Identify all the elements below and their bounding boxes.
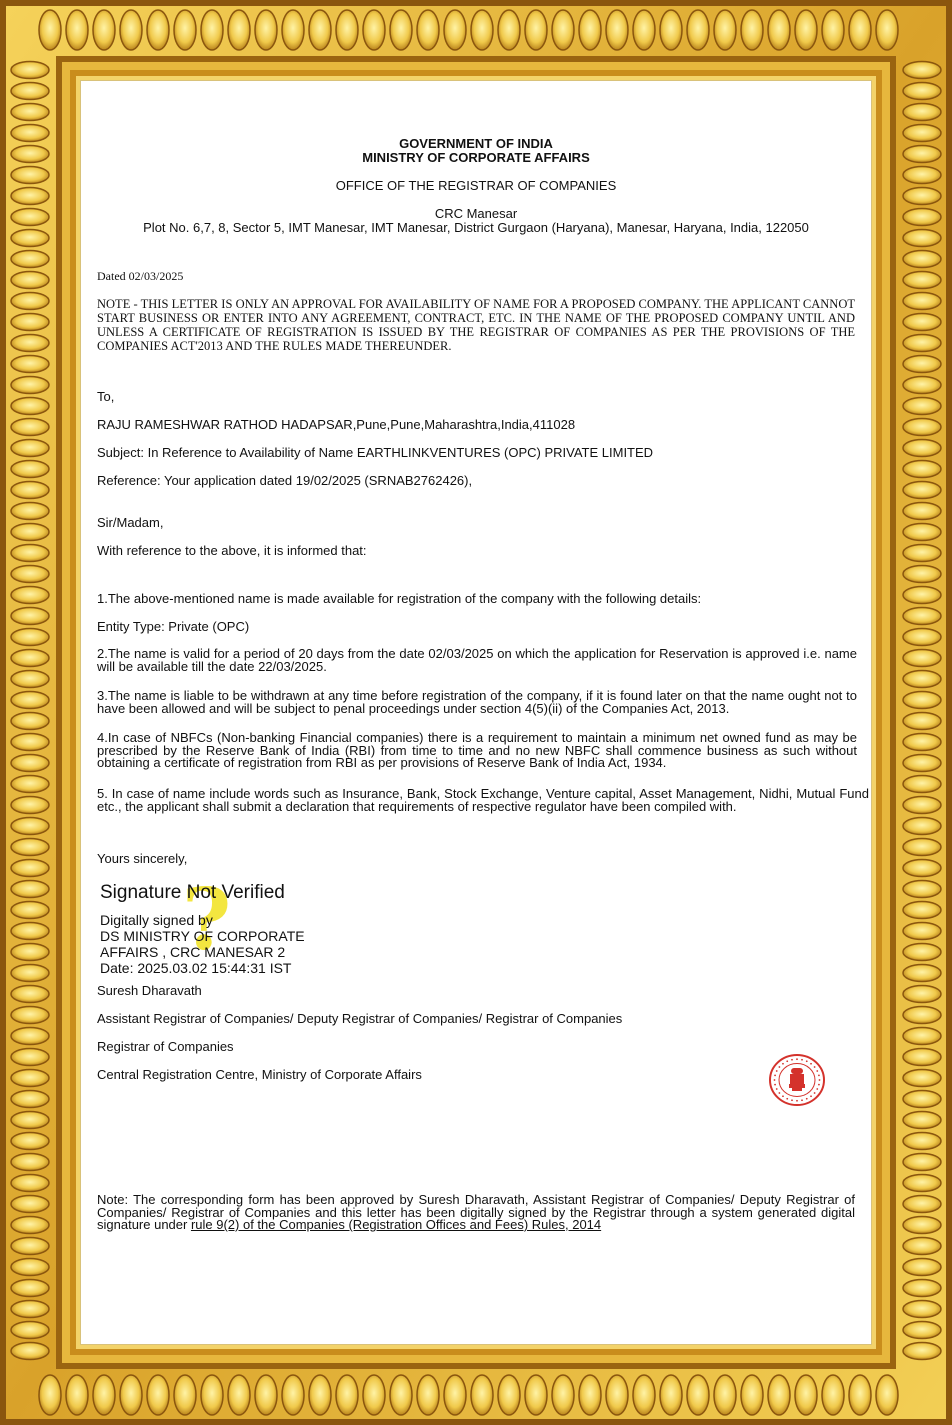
border-ornament bbox=[714, 10, 736, 50]
border-ornament bbox=[336, 1375, 358, 1415]
border-ornament bbox=[11, 944, 49, 961]
border-ornament bbox=[11, 1007, 49, 1024]
border-ornament bbox=[11, 797, 49, 814]
to-label: To, bbox=[97, 389, 115, 404]
border-ornament bbox=[903, 251, 941, 268]
border-ornament bbox=[903, 545, 941, 562]
border-ornament bbox=[11, 902, 49, 919]
border-ornament bbox=[903, 566, 941, 583]
border-ornament bbox=[11, 1154, 49, 1171]
border-ornament bbox=[903, 1007, 941, 1024]
border-ornament bbox=[687, 1375, 709, 1415]
border-ornament bbox=[363, 1375, 385, 1415]
rules-link[interactable]: rule 9(2) of the Companies (Registration Offices and Fees) Rules, 2014 bbox=[190, 1217, 602, 1232]
border-ornament bbox=[903, 440, 941, 457]
border-ornament bbox=[903, 860, 941, 877]
border-ornament bbox=[309, 1375, 331, 1415]
border-ornament bbox=[11, 461, 49, 478]
border-ornament bbox=[11, 440, 49, 457]
border-ornament bbox=[11, 1070, 49, 1087]
border-ornament bbox=[282, 1375, 304, 1415]
border-ornament bbox=[11, 1049, 49, 1066]
closing: Yours sincerely, bbox=[97, 851, 188, 866]
border-ornament bbox=[903, 398, 941, 415]
border-ornament bbox=[849, 1375, 871, 1415]
border-ornament bbox=[11, 419, 49, 436]
border-ornament bbox=[11, 755, 49, 772]
border-ornament bbox=[11, 692, 49, 709]
border-ornament bbox=[903, 776, 941, 793]
border-ornament bbox=[11, 860, 49, 877]
border-ornament bbox=[66, 10, 88, 50]
border-ornament bbox=[903, 965, 941, 982]
border-ornament bbox=[309, 10, 331, 50]
border-ornament bbox=[687, 10, 709, 50]
border-ornament bbox=[903, 83, 941, 100]
border-ornament bbox=[11, 188, 49, 205]
border-ornament bbox=[390, 10, 412, 50]
border-ornament bbox=[903, 629, 941, 646]
border-ornament bbox=[147, 10, 169, 50]
border-ornament bbox=[903, 818, 941, 835]
border-ornament bbox=[39, 1375, 61, 1415]
border-ornament bbox=[903, 1028, 941, 1045]
border-ornament bbox=[768, 10, 790, 50]
border-ornament bbox=[903, 482, 941, 499]
header-government: GOVERNMENT OF INDIA bbox=[399, 136, 553, 151]
border-ornament bbox=[525, 10, 547, 50]
border-ornament bbox=[363, 10, 385, 50]
border-ornament bbox=[11, 776, 49, 793]
border-ornament bbox=[11, 986, 49, 1003]
border-ornament bbox=[903, 881, 941, 898]
border-ornament bbox=[903, 1343, 941, 1360]
signature-line-1: Digitally signed by bbox=[100, 912, 213, 928]
signatory-designation: Assistant Registrar of Companies/ Deputy Registrar of Companies/ Registrar of Companies bbox=[97, 1011, 623, 1026]
border-ornament bbox=[876, 1375, 898, 1415]
border-ornament bbox=[11, 734, 49, 751]
border-ornament bbox=[903, 104, 941, 121]
border-ornament bbox=[903, 587, 941, 604]
header-ministry: MINISTRY OF CORPORATE AFFAIRS bbox=[362, 150, 590, 165]
border-ornament bbox=[11, 1133, 49, 1150]
border-ornament bbox=[471, 10, 493, 50]
point-3: 3.The name is liable to be withdrawn at any time before registration of the company, if it is found later on that the name ought not to have been allowed and will be subject to penal proceedings under section 4(5)(ii) of the Companies Act, 2013. bbox=[97, 688, 857, 716]
border-ornament bbox=[201, 10, 223, 50]
border-ornament bbox=[11, 1028, 49, 1045]
border-ornament bbox=[903, 1259, 941, 1276]
border-ornament bbox=[903, 62, 941, 79]
border-ornament bbox=[11, 839, 49, 856]
border-ornament bbox=[11, 1259, 49, 1276]
border-ornament bbox=[903, 125, 941, 142]
border-ornament bbox=[11, 608, 49, 625]
signatory-office: Central Registration Centre, Ministry of Corporate Affairs bbox=[97, 1067, 422, 1082]
border-ornament bbox=[903, 986, 941, 1003]
point-2: 2.The name is valid for a period of 20 days from the date 02/03/2025 on which the application for Reservation is approved i.e. name will be available till the date 22/03/2025. bbox=[97, 646, 857, 674]
border-ornament bbox=[903, 209, 941, 226]
border-ornament bbox=[903, 923, 941, 940]
border-ornament bbox=[11, 818, 49, 835]
border-ornament bbox=[11, 965, 49, 982]
subject-line: Subject: In Reference to Availability of Name EARTHLINKVENTURES (OPC) PRIVATE LIMITED bbox=[97, 445, 654, 460]
border-ornament bbox=[903, 377, 941, 394]
border-ornament bbox=[579, 10, 601, 50]
border-ornament bbox=[903, 755, 941, 772]
border-ornament bbox=[228, 10, 250, 50]
border-ornament bbox=[903, 608, 941, 625]
border-ornament bbox=[498, 1375, 520, 1415]
border-ornament bbox=[11, 1322, 49, 1339]
border-ornament bbox=[903, 1112, 941, 1129]
border-ornament bbox=[444, 1375, 466, 1415]
border-ornament bbox=[11, 104, 49, 121]
border-ornament bbox=[903, 188, 941, 205]
border-ornament bbox=[93, 1375, 115, 1415]
border-ornament bbox=[11, 1343, 49, 1360]
border-ornament bbox=[228, 1375, 250, 1415]
border-ornament bbox=[903, 1196, 941, 1213]
border-ornament bbox=[11, 713, 49, 730]
point-4: 4.In case of NBFCs (Non-banking Financial companies) there is a requirement to maintain a minimum net owned fund as may be prescribed by the Reserve Bank of India (RBI) from time to time and no new NBFC shall commence business as such without obtaining a certificate of registration from RBI as per provisions of Reserve Bank of India Act, 1934. bbox=[97, 730, 857, 770]
signatory-name: Suresh Dharavath bbox=[97, 983, 202, 998]
border-ornament bbox=[120, 10, 142, 50]
border-ornament bbox=[390, 1375, 412, 1415]
border-ornament bbox=[714, 1375, 736, 1415]
border-ornament bbox=[11, 398, 49, 415]
border-ornament bbox=[11, 335, 49, 352]
border-ornament bbox=[11, 1112, 49, 1129]
signature-unknown-icon: ? bbox=[182, 870, 232, 969]
border-ornament bbox=[11, 209, 49, 226]
border-ornament bbox=[498, 10, 520, 50]
footer-note-text: Note: The corresponding form has been approved by Suresh Dharavath, Assistant Registrar of Companies/ Deputy Registrar of Companies/ Registrar of Companies and this letter has been digitally signed by the Registrar through a system generated digital signature under bbox=[97, 1192, 855, 1232]
border-ornament bbox=[93, 10, 115, 50]
point-1: 1.The above-mentioned name is made available for registration of the company with the following details: bbox=[97, 591, 702, 606]
signature-status[interactable]: Signature Not Verified bbox=[100, 882, 285, 903]
border-ornament bbox=[525, 1375, 547, 1415]
border-ornament bbox=[903, 419, 941, 436]
border-ornament bbox=[11, 1238, 49, 1255]
border-ornament bbox=[903, 1070, 941, 1087]
border-ornament bbox=[903, 1175, 941, 1192]
border-ornament bbox=[120, 1375, 142, 1415]
border-ornament bbox=[11, 314, 49, 331]
border-ornament bbox=[66, 1375, 88, 1415]
border-ornament bbox=[11, 356, 49, 373]
border-ornament bbox=[903, 1238, 941, 1255]
border-ornament bbox=[903, 839, 941, 856]
border-ornament bbox=[255, 10, 277, 50]
border-ornament bbox=[660, 10, 682, 50]
border-ornament bbox=[11, 146, 49, 163]
border-ornament bbox=[255, 1375, 277, 1415]
border-ornament bbox=[11, 230, 49, 247]
border-ornament bbox=[903, 1322, 941, 1339]
addressee: RAJU RAMESHWAR RATHOD HADAPSAR,Pune,Pune,Maharashtra,India,411028 bbox=[97, 417, 576, 432]
border-ornament bbox=[795, 10, 817, 50]
border-ornament bbox=[11, 482, 49, 499]
border-ornament bbox=[768, 1375, 790, 1415]
border-ornament bbox=[174, 1375, 196, 1415]
border-ornament bbox=[903, 230, 941, 247]
border-ornament bbox=[903, 356, 941, 373]
border-ornament bbox=[11, 1301, 49, 1318]
footer-note bbox=[97, 1194, 855, 1232]
border-ornament bbox=[903, 314, 941, 331]
border-ornament bbox=[903, 1280, 941, 1297]
signature-line-2: DS MINISTRY OF CORPORATE bbox=[100, 928, 305, 944]
salutation: Sir/Madam, bbox=[97, 515, 164, 530]
border-ornament bbox=[903, 272, 941, 289]
border-ornament bbox=[822, 10, 844, 50]
point-5: 5. In case of name include words such as Insurance, Bank, Stock Exchange, Venture capital, Asset Management, Nidhi, Mutual Fund etc., the applicant shall submit a declaration that requirements of respective regulator have been compiled with. bbox=[97, 786, 869, 814]
border-ornament bbox=[903, 1091, 941, 1108]
border-ornament bbox=[903, 335, 941, 352]
border-ornament bbox=[903, 524, 941, 541]
border-ornament bbox=[11, 587, 49, 604]
border-ornament bbox=[903, 671, 941, 688]
border-ornament bbox=[11, 881, 49, 898]
border-ornament bbox=[336, 10, 358, 50]
border-ornament bbox=[633, 10, 655, 50]
border-ornament bbox=[903, 1301, 941, 1318]
border-ornament bbox=[552, 10, 574, 50]
border-ornament bbox=[903, 503, 941, 520]
border-ornament bbox=[147, 1375, 169, 1415]
border-ornament bbox=[903, 797, 941, 814]
border-ornament bbox=[903, 1133, 941, 1150]
border-ornament bbox=[11, 83, 49, 100]
border-ornament bbox=[903, 713, 941, 730]
border-ornament bbox=[876, 10, 898, 50]
border-ornament bbox=[417, 1375, 439, 1415]
reference-line: Reference: Your application dated 19/02/2025 (SRNAB2762426), bbox=[97, 473, 473, 488]
border-ornament bbox=[903, 902, 941, 919]
border-ornament bbox=[903, 692, 941, 709]
intro-line: With reference to the above, it is informed that: bbox=[97, 543, 367, 558]
border-ornament bbox=[741, 10, 763, 50]
header-crc: CRC Manesar bbox=[434, 206, 518, 221]
border-ornament bbox=[11, 1091, 49, 1108]
border-ornament bbox=[11, 1217, 49, 1234]
border-ornament bbox=[822, 1375, 844, 1415]
border-ornament bbox=[417, 10, 439, 50]
border-ornament bbox=[11, 566, 49, 583]
header-office: OFFICE OF THE REGISTRAR OF COMPANIES bbox=[335, 178, 617, 193]
border-ornament bbox=[39, 10, 61, 50]
signatory-title: Registrar of Companies bbox=[97, 1039, 234, 1054]
border-ornament bbox=[11, 125, 49, 142]
border-ornament bbox=[849, 10, 871, 50]
border-ornament bbox=[11, 629, 49, 646]
border-ornament bbox=[11, 671, 49, 688]
approval-note: NOTE - THIS LETTER IS ONLY AN APPROVAL FOR AVAILABILITY OF NAME FOR A PROPOSED COMPANY. THE APPLICANT CANNOT START BUSINESS OR ENTER INTO ANY AGREEMENT, CONTRACT, ETC. IN THE NAME OF THE PROPOSED COMPANY UNTIL AND UNLESS A CERTIFICATE OF REGISTRATION IS ISSUED BY THE REGISTRAR OF COMPANIES AS PER THE PROVISIONS OF THE COMPANIES ACT'2013 AND THE RULES MADE THEREUNDER. bbox=[97, 297, 855, 353]
border-ornament bbox=[11, 1280, 49, 1297]
border-ornament bbox=[903, 650, 941, 667]
emblem-seal-icon bbox=[768, 1053, 826, 1107]
border-ornament bbox=[11, 167, 49, 184]
border-ornament bbox=[11, 923, 49, 940]
border-ornament bbox=[11, 377, 49, 394]
border-ornament bbox=[11, 62, 49, 79]
border-ornament bbox=[552, 1375, 574, 1415]
border-ornament bbox=[471, 1375, 493, 1415]
border-ornament bbox=[903, 944, 941, 961]
border-ornament bbox=[903, 146, 941, 163]
border-ornament bbox=[11, 272, 49, 289]
entity-type: Entity Type: Private (OPC) bbox=[97, 619, 250, 634]
border-ornament bbox=[903, 734, 941, 751]
border-ornament bbox=[11, 503, 49, 520]
border-ornament bbox=[201, 1375, 223, 1415]
border-ornament bbox=[903, 1217, 941, 1234]
header-address: Plot No. 6,7, 8, Sector 5, IMT Manesar, IMT Manesar, District Gurgaon (Haryana), Manesar, Haryana, India, 122050 bbox=[143, 220, 809, 235]
border-ornament bbox=[903, 167, 941, 184]
border-ornament bbox=[903, 1049, 941, 1066]
border-ornament bbox=[11, 650, 49, 667]
border-ornament bbox=[11, 1175, 49, 1192]
border-ornament bbox=[11, 251, 49, 268]
border-ornament bbox=[11, 524, 49, 541]
border-ornament bbox=[903, 461, 941, 478]
signature-line-3: AFFAIRS , CRC MANESAR 2 bbox=[100, 944, 286, 960]
border-ornament bbox=[633, 1375, 655, 1415]
letter-date: Dated 02/03/2025 bbox=[97, 269, 184, 283]
border-ornament bbox=[606, 10, 628, 50]
border-ornament bbox=[741, 1375, 763, 1415]
border-ornament bbox=[282, 10, 304, 50]
border-ornament bbox=[606, 1375, 628, 1415]
border-ornament bbox=[579, 1375, 601, 1415]
border-ornament bbox=[903, 1154, 941, 1171]
border-ornament bbox=[660, 1375, 682, 1415]
border-ornament bbox=[795, 1375, 817, 1415]
border-ornament bbox=[444, 10, 466, 50]
signature-date: Date: 2025.03.02 15:44:31 IST bbox=[100, 960, 292, 976]
border-ornament bbox=[11, 545, 49, 562]
border-ornament bbox=[174, 10, 196, 50]
border-ornament bbox=[11, 293, 49, 310]
border-ornament bbox=[11, 1196, 49, 1213]
border-ornament bbox=[903, 293, 941, 310]
